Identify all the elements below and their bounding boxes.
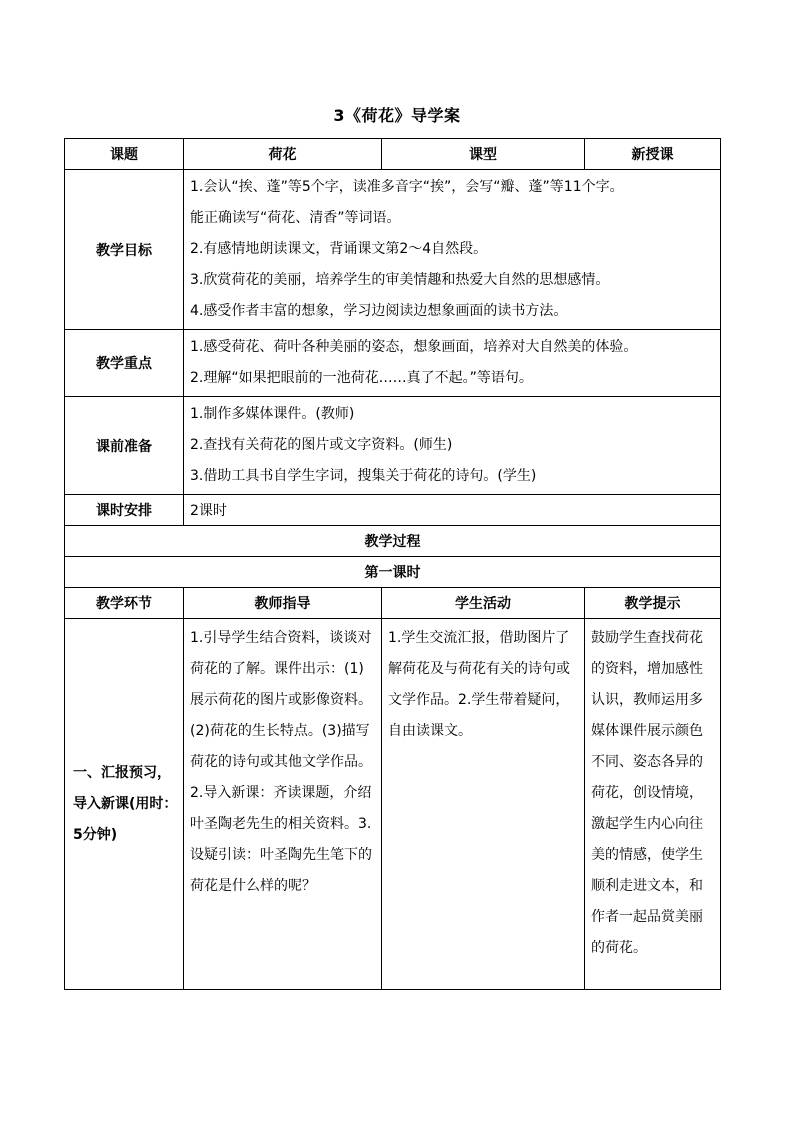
student-activity: 1.学生交流汇报，借助图片了解荷花及与荷花有关的诗句或文学作品。2.学生带着疑问，自由读课文。 — [382, 619, 585, 990]
preparation-content — [184, 397, 721, 495]
goal-item: 能正确读写“荷花、清香”等词语。 — [190, 210, 401, 226]
goals-label: 教学目标 — [65, 170, 184, 330]
goal-item: 1.会认“挨、蓬”等5个字，读准多音字“挨”，会写“瓣、蓬”等11个字。 — [190, 179, 624, 195]
goal-item: 3.欣赏荷花的美丽，培养学生的审美情趣和热爱大自然的思想感情。 — [190, 272, 610, 288]
subject-label: 课题 — [65, 139, 184, 170]
preparation-item: 2.查找有关荷花的图片或文字资料。(师生) — [190, 437, 453, 453]
process-title: 教学过程 — [65, 526, 721, 557]
preparation-label: 课前准备 — [65, 397, 184, 495]
schedule-row — [65, 495, 721, 526]
key-points-row — [65, 330, 721, 397]
process-columns-row — [65, 588, 721, 619]
document-title: 3《荷花》导学案 — [333, 106, 461, 125]
key-points-label: 教学重点 — [65, 330, 184, 397]
type-label: 课型 — [382, 139, 585, 170]
teaching-tips: 鼓励学生查找荷花的资料，增加感性认识，教师运用多媒体课件展示颜色不同、姿态各异的荷花，创设情境，激起学生内心向往美的情感，使学生顺利走进文本，和作者一起品赏美丽的荷花。 — [585, 619, 721, 990]
lesson-plan-table — [64, 138, 721, 990]
schedule-label: 课时安排 — [65, 495, 184, 526]
stage-row — [65, 619, 721, 990]
header-row — [65, 139, 721, 170]
preparation-item: 1.制作多媒体课件。(教师) — [190, 406, 355, 422]
lesson-title: 第一课时 — [65, 557, 721, 588]
preparation-item: 3.借助工具书自学生字词，搜集关于荷花的诗句。(学生) — [190, 468, 537, 484]
preparation-row — [65, 397, 721, 495]
stage-label: 一、汇报预习，导入新课(用时：5分钟) — [65, 619, 184, 990]
key-points-content — [184, 330, 721, 397]
goals-row — [65, 170, 721, 330]
schedule-value: 2课时 — [184, 495, 721, 526]
key-point-item: 2.理解“如果把眼前的一池荷花……真了不起。”等语句。 — [190, 370, 533, 386]
column-header-student: 学生活动 — [382, 588, 585, 619]
lesson-title-row — [65, 557, 721, 588]
process-title-row — [65, 526, 721, 557]
column-header-teacher: 教师指导 — [184, 588, 382, 619]
teacher-guidance: 1.引导学生结合资料，谈谈对荷花的了解。课件出示：(1)展示荷花的图片或影像资料。(2)荷花的生长特点。(3)描写荷花的诗句或其他文学作品。2.导入新课：齐读课题，介绍叶圣陶老先生的相关资料。3.设疑引读：叶圣陶先生笔下的荷花是什么样的呢？ — [184, 619, 382, 990]
column-header-stage: 教学环节 — [65, 588, 184, 619]
type-value: 新授课 — [585, 139, 721, 170]
goal-item: 4.感受作者丰富的想象，学习边阅读边想象画面的读书方法。 — [190, 303, 568, 319]
goal-item: 2.有感情地朗读课文，背诵课文第2～4自然段。 — [190, 241, 488, 257]
subject-value: 荷花 — [184, 139, 382, 170]
column-header-tips: 教学提示 — [585, 588, 721, 619]
key-point-item: 1.感受荷花、荷叶各种美丽的姿态，想象画面，培养对大自然美的体验。 — [190, 339, 638, 355]
goals-content — [184, 170, 721, 330]
